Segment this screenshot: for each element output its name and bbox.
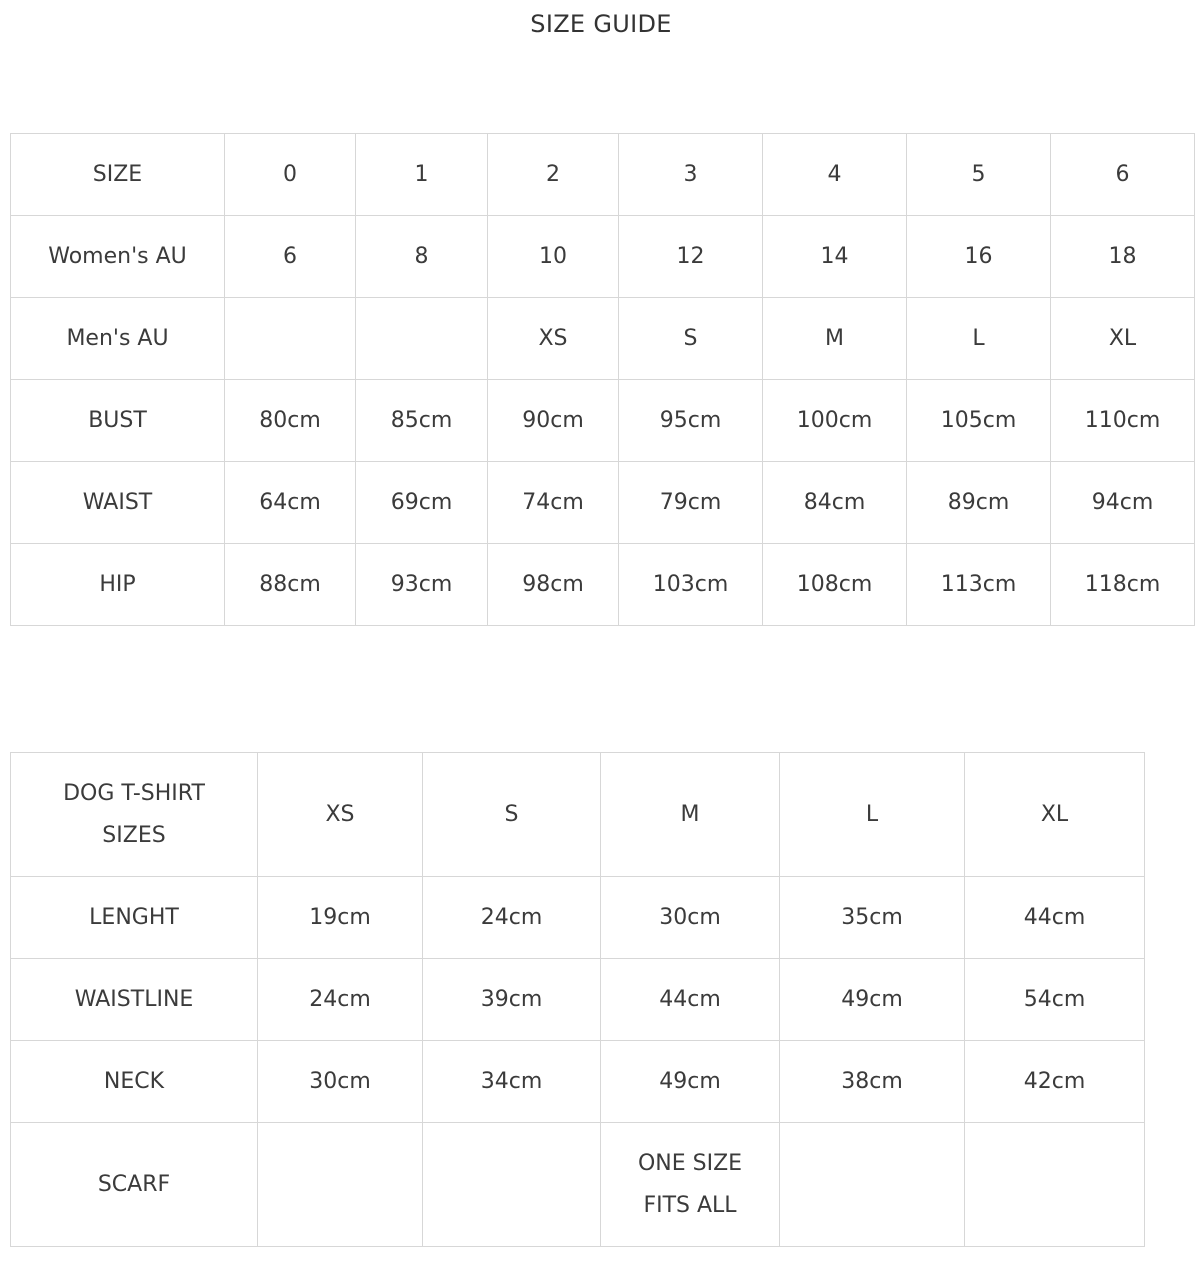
table-cell: 4 [763, 134, 907, 216]
table-cell: 10 [488, 216, 619, 298]
row-label: Men's AU [11, 298, 225, 380]
table-cell: 90cm [488, 380, 619, 462]
row-label: Women's AU [11, 216, 225, 298]
table-cell: 100cm [763, 380, 907, 462]
table-cell: 54cm [965, 959, 1145, 1041]
table-cell: 95cm [619, 380, 763, 462]
table-cell: 110cm [1051, 380, 1195, 462]
row-label: LENGHT [11, 877, 258, 959]
table-row [11, 753, 1145, 877]
table-cell [965, 1123, 1145, 1247]
table-cell: 108cm [763, 544, 907, 626]
table-cell: 85cm [356, 380, 488, 462]
table-row [11, 877, 1145, 959]
table-cell: 8 [356, 216, 488, 298]
table-row [11, 298, 1195, 380]
table-cell: 88cm [225, 544, 356, 626]
table-cell: 39cm [423, 959, 601, 1041]
row-label: SIZE [11, 134, 225, 216]
table-cell: 24cm [258, 959, 423, 1041]
table-cell: 103cm [619, 544, 763, 626]
table-cell: 30cm [258, 1041, 423, 1123]
table-row [11, 380, 1195, 462]
row-label: BUST [11, 380, 225, 462]
dog-size-header: M [601, 753, 780, 877]
table-cell: 79cm [619, 462, 763, 544]
table-cell [423, 1123, 601, 1247]
table-cell: 14 [763, 216, 907, 298]
table-row [11, 959, 1145, 1041]
dog-size-header: L [780, 753, 965, 877]
size-guide-table [10, 133, 1195, 626]
table-cell: M [763, 298, 907, 380]
table-cell: XS [488, 298, 619, 380]
table-row [11, 1123, 1145, 1247]
table-cell: 19cm [258, 877, 423, 959]
table-cell: 74cm [488, 462, 619, 544]
table-cell: 94cm [1051, 462, 1195, 544]
table-cell: 69cm [356, 462, 488, 544]
table-cell: 35cm [780, 877, 965, 959]
scarf-size-line: FITS ALL [643, 1192, 737, 1218]
table-cell: 118cm [1051, 544, 1195, 626]
table-cell: S [619, 298, 763, 380]
table-cell: 6 [1051, 134, 1195, 216]
row-label: NECK [11, 1041, 258, 1123]
table-cell: XL [1051, 298, 1195, 380]
table-cell: 93cm [356, 544, 488, 626]
table-cell: 6 [225, 216, 356, 298]
table-cell: L [907, 298, 1051, 380]
table-cell: 98cm [488, 544, 619, 626]
table-row [11, 216, 1195, 298]
dog-size-header: XS [258, 753, 423, 877]
scarf-size-cell [601, 1123, 780, 1247]
table-cell: 49cm [601, 1041, 780, 1123]
table-cell: 49cm [780, 959, 965, 1041]
row-label: SCARF [11, 1123, 258, 1247]
table-cell: 16 [907, 216, 1051, 298]
dog-size-header: XL [965, 753, 1145, 877]
scarf-size-line: ONE SIZE [637, 1150, 743, 1176]
table-cell [258, 1123, 423, 1247]
table-cell: 5 [907, 134, 1051, 216]
table-cell: 3 [619, 134, 763, 216]
table-cell [225, 298, 356, 380]
table-cell: 34cm [423, 1041, 601, 1123]
table-cell: 30cm [601, 877, 780, 959]
table-cell: 80cm [225, 380, 356, 462]
table-row [11, 134, 1195, 216]
dog-header-line: DOG T-SHIRT [63, 780, 205, 806]
row-label: WAIST [11, 462, 225, 544]
table-cell: 1 [356, 134, 488, 216]
table-cell: 44cm [601, 959, 780, 1041]
table-cell: 105cm [907, 380, 1051, 462]
table-cell: 18 [1051, 216, 1195, 298]
table-cell: 24cm [423, 877, 601, 959]
table-cell: 44cm [965, 877, 1145, 959]
table-cell [356, 298, 488, 380]
page-title: SIZE GUIDE [530, 10, 672, 38]
dog-size-header: S [423, 753, 601, 877]
table-cell: 64cm [225, 462, 356, 544]
table-cell [780, 1123, 965, 1247]
row-label: HIP [11, 544, 225, 626]
table-cell: 89cm [907, 462, 1051, 544]
table-cell: 84cm [763, 462, 907, 544]
dog-size-table [10, 752, 1145, 1247]
dog-header-label [11, 753, 258, 877]
row-label: WAISTLINE [11, 959, 258, 1041]
table-cell: 38cm [780, 1041, 965, 1123]
table-cell: 42cm [965, 1041, 1145, 1123]
table-row [11, 462, 1195, 544]
table-cell: 0 [225, 134, 356, 216]
table-cell: 2 [488, 134, 619, 216]
table-row [11, 544, 1195, 626]
dog-header-line: SIZES [102, 822, 166, 848]
table-cell: 12 [619, 216, 763, 298]
table-row [11, 1041, 1145, 1123]
table-cell: 113cm [907, 544, 1051, 626]
